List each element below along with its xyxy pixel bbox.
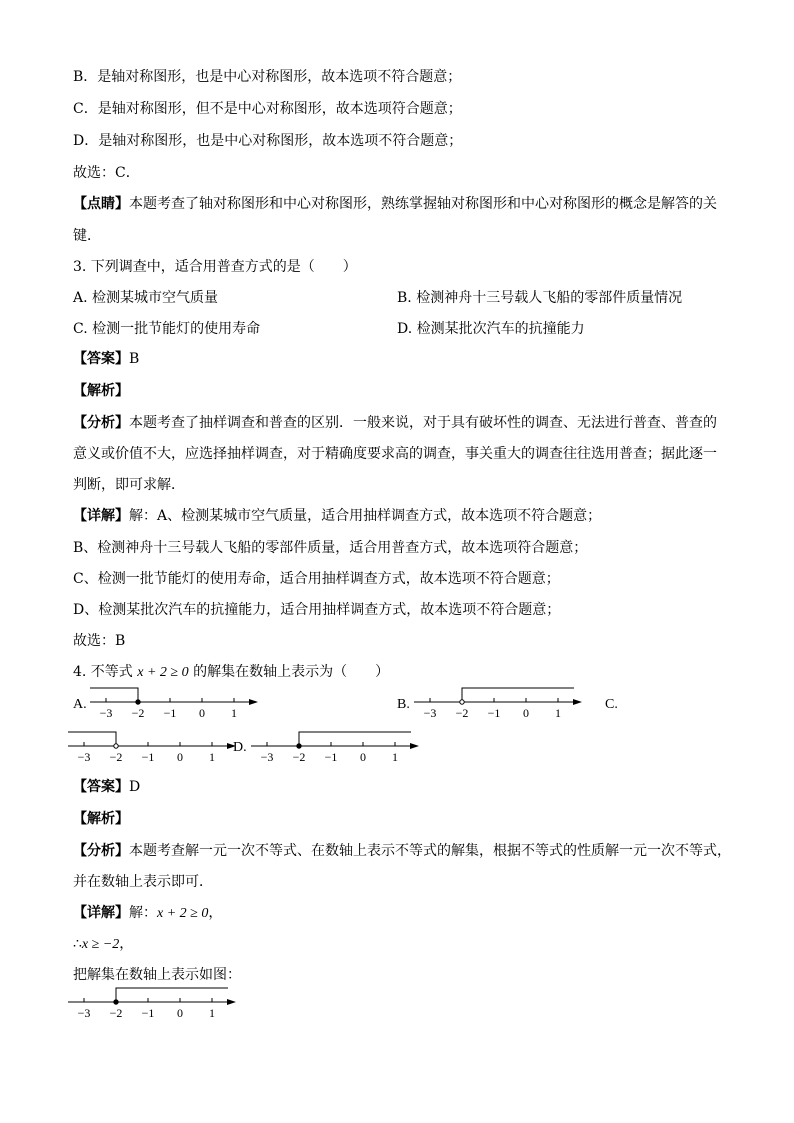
q4-option-b-numberline: [412, 684, 587, 722]
result-inequality: x ≥ −2: [81, 937, 120, 952]
q4-option-c-numberline: [66, 728, 241, 766]
tick-label: 0: [177, 750, 183, 764]
q3-detail-line-3: C、检测一批节能灯的使用寿命，适合用抽样调查方式，故本选项不符合题意；: [73, 571, 560, 587]
tick-label: 1: [209, 750, 215, 764]
tick-label: −1: [487, 706, 501, 720]
q3-option-c: C. 检测一批节能灯的使用寿命: [73, 321, 261, 337]
q4-option-b-label: B.: [397, 697, 410, 712]
answer-value: D: [129, 779, 141, 795]
tick-label: −2: [109, 750, 123, 764]
tick-label: 0: [199, 706, 205, 720]
q4-stem-pre: 4. 不等式: [73, 664, 133, 680]
solution-ray: [116, 988, 228, 1002]
tick-label: 1: [555, 706, 561, 720]
q4-fenxi-line-2: 并在数轴上表示即可．: [73, 874, 213, 890]
q4-stem-inequality: x + 2 ≥ 0: [137, 665, 189, 680]
q3-detail: [73, 505, 601, 525]
q4-stem-post: 的解集在数轴上表示为（ ）: [193, 664, 390, 680]
q3-option-b: B. 检测神舟十三号载人飞船的零部件质量情况: [397, 290, 683, 306]
axis-arrow: [410, 743, 419, 749]
detail-pre: 解：: [129, 905, 157, 921]
comment-text-1: 本题考查了轴对称图形和中心对称图形，熟练掌握轴对称图形和中心对称图形的概念是解答的关: [129, 196, 717, 212]
q4-detail: [73, 902, 222, 922]
tick-label: −3: [423, 706, 437, 720]
q4-solution-numberline: [66, 984, 241, 1022]
tick-label: −2: [109, 1006, 123, 1020]
q2-comment-cont: 键．: [73, 228, 101, 244]
tick-label: −1: [324, 750, 338, 764]
result-post: ，: [119, 936, 134, 952]
q2-option-d-explanation: D．是轴对称图形，也是中心对称图形，故本选项不符合题意；: [73, 133, 463, 149]
tick-label: 0: [523, 706, 529, 720]
detail-text-1: 解：A、检测某城市空气质量，适合用抽样调查方式，故本选项不符合题意；: [129, 508, 602, 524]
answer-value: B: [129, 351, 140, 367]
q4-figure-intro: 把解集在数轴上表示如图：: [73, 967, 241, 983]
tick-label: −1: [163, 706, 177, 720]
q4-option-d-numberline: [249, 728, 424, 766]
q3-fenxi-line-2: 意义或价值不大，应选择抽样调查，对于精确度要求高的调查，事关重大的调查往往选用普查；据此逐一: [73, 446, 717, 462]
solution-ray: [299, 732, 411, 746]
answer-tag: 【答案】: [73, 351, 129, 367]
tick-label: −3: [260, 750, 274, 764]
axis-arrow: [573, 699, 582, 705]
tick-label: −3: [77, 750, 91, 764]
q3-choice: 故选：B: [73, 633, 126, 649]
tick-label: 0: [360, 750, 366, 764]
q4-option-c-label: C.: [605, 697, 618, 712]
tick-label: 0: [177, 1006, 183, 1020]
tick-label: 1: [209, 1006, 215, 1020]
q3-option-d: D. 检测某批次汽车的抗撞能力: [397, 321, 585, 337]
detail-post: ，: [208, 905, 223, 921]
q3-option-a: A. 检测某城市空气质量: [73, 290, 219, 306]
axis-arrow: [249, 699, 258, 705]
closed-endpoint: [297, 744, 301, 748]
tick-label: 1: [392, 750, 398, 764]
tick-label: −3: [77, 1006, 91, 1020]
q2-option-c-explanation: C．是轴对称图形，但不是中心对称图形，故本选项符合题意；: [73, 101, 462, 117]
q4-option-a-label: A.: [73, 697, 87, 712]
tick-label: 1: [231, 706, 237, 720]
tick-label: −2: [455, 706, 469, 720]
detail-inequality: x + 2 ≥ 0: [157, 906, 209, 921]
tick-label: −2: [292, 750, 306, 764]
q3-analysis-tag: [73, 380, 129, 400]
analysis-tag: 【解析】: [73, 811, 129, 827]
therefore-symbol: ∴: [73, 936, 82, 952]
solution-ray: [68, 732, 116, 746]
q2-comment: [73, 193, 717, 213]
fenxi-tag: 【分析】: [73, 843, 129, 859]
solution-ray: [462, 688, 574, 702]
closed-endpoint: [114, 1000, 118, 1004]
q2-choice: 故选：C．: [73, 165, 140, 181]
q4-answer: [73, 776, 140, 796]
q4-result: [73, 933, 133, 953]
closed-endpoint: [136, 700, 140, 704]
answer-tag: 【答案】: [73, 779, 129, 795]
q4-option-a-numberline: [88, 684, 263, 722]
axis-arrow: [227, 999, 236, 1005]
q4-option-d-label: D.: [233, 740, 247, 755]
analysis-tag: 【解析】: [73, 383, 129, 399]
fenxi-text-1: 本题考查解一元一次不等式、在数轴上表示不等式的解集，根据不等式的性质解一元一次不等式，: [129, 843, 731, 859]
q3-detail-line-4: D、检测某批次汽车的抗撞能力，适合用抽样调查方式，故本选项不符合题意；: [73, 602, 561, 618]
detail-tag: 【详解】: [73, 905, 129, 921]
q3-answer: [73, 348, 139, 368]
q3-fenxi: [73, 412, 717, 432]
open-endpoint: [460, 700, 464, 704]
q3-stem: 3. 下列调查中，适合用普查方式的是（ ）: [73, 259, 357, 275]
tick-label: −3: [99, 706, 113, 720]
detail-tag: 【详解】: [73, 508, 129, 524]
q2-option-b-explanation: B．是轴对称图形，也是中心对称图形，故本选项不符合题意；: [73, 69, 462, 85]
fenxi-text-1: 本题考查了抽样调查和普查的区别．一般来说，对于具有破坏性的调查、无法进行普查、普查的: [129, 415, 717, 431]
q4-stem: [73, 661, 389, 681]
tick-label: −1: [141, 1006, 155, 1020]
q4-fenxi: [73, 840, 731, 860]
tick-label: −2: [131, 706, 145, 720]
q3-detail-line-2: B、检测神舟十三号载人飞船的零部件质量，适合用普查方式，故本选项符合题意；: [73, 540, 588, 556]
open-endpoint: [114, 744, 118, 748]
fenxi-tag: 【分析】: [73, 415, 129, 431]
comment-tag: 【点睛】: [73, 196, 129, 212]
q4-analysis-tag: [73, 808, 129, 828]
solution-ray: [90, 688, 138, 702]
q3-fenxi-line-3: 判断，即可求解．: [73, 477, 185, 493]
tick-label: −1: [141, 750, 155, 764]
